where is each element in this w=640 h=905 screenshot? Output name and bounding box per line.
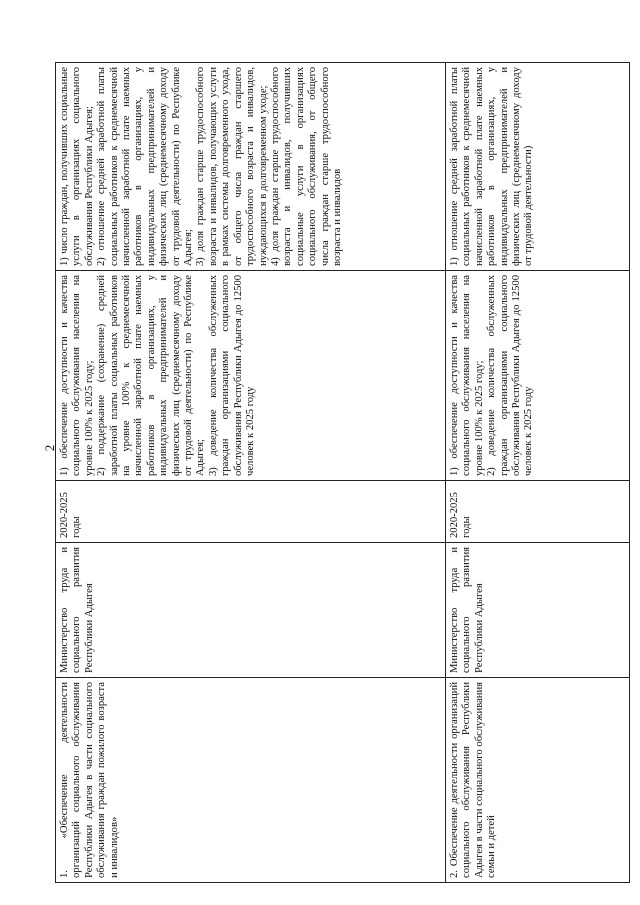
subprogram-name: 2. Обеспечение деятельности организаций социального обслуживания Республики Адыгея в части социального обслуживания семьи и детей [446,678,630,883]
indicator-item: 3) доля граждан старше трудоспособного возраста и инвалидов, получающих услуги в рамках системы долговременного ухода, от общего числа граждан старшего трудоспособного возраста и инвалидов, нуждающихся в долговременном уходе; [195,67,269,266]
result-item: 3) доведение количества обслуженных граждан организациями социального обслуживания Республики Адыгея до 12500 человек к 2025 году [207,275,257,476]
responsible-executor: Министерство труда и социального развития Республики Адыгея [56,543,446,678]
target-indicators [56,63,446,271]
program-table [55,62,630,883]
expected-results [56,271,446,481]
indicator-item: 2) отношение средней заработной платы социальных работников к среднемесячной начисленной заработной плате наемных работников в организациях, у индивидуальных предпринимателей и физических лиц (среднемесячному доходу от трудовой деятельности) по Республике Адыгея; [96,67,195,266]
implementation-term: 2020-2025 годы [56,481,446,543]
subprogram-name: 1. «Обеспечение деятельности организаций социального обслуживания Республики Адыгея в части социального обслуживания граждан пожилого возраста и инвалидов» [56,678,446,883]
result-item: 1) обеспечение доступности и качества социального обслуживания населения на уровне 100% к 2025 году; [59,275,95,476]
expected-results [446,271,630,481]
table-row [56,63,446,883]
indicator-item: 1) отношение средней заработной платы социальных работников к среднемесячной начисленной заработной плате наемных работников в организациях, у индивидуальных предпринимателей и физических лиц (среднемесячному доходу от трудовой деятельности) [449,67,535,266]
table-row [446,63,630,883]
result-item: 2) доведение количества обслуженных граждан организациями социального обслуживания Республики Адыгея до 12500 человек к 2025 году [486,275,535,476]
page-number: 2 [42,444,57,452]
rotated-table-container [55,63,630,883]
result-item: 1) обеспечение доступности и качества социального обслуживания населения на уровне 100% к 2025 году; [449,275,485,476]
indicator-item: 1) число граждан, получивших социальные услуги в организациях социального обслуживания Республики Адыгея; [59,67,95,266]
indicator-item: 4) доля граждан старше трудоспособного возраста и инвалидов, получивших социальные услуги в организациях социального обслуживания, от общего числа граждан старше трудоспособного возраста и инвалидов [269,67,343,266]
implementation-term: 2020-2025 годы [446,481,630,543]
responsible-executor: Министерство труда и социального развития Республики Адыгея [446,543,630,678]
result-item: 2) поддержание (сохранение) средней заработной платы социальных работников на уровне 100% к среднемесячной начисленной заработной плате наемных работников в организациях, у индивидуальных предпринимателей и физических лиц (среднемесячному доходу от трудовой деятельности) по Республике Адыгея; [96,275,207,476]
target-indicators [446,63,630,271]
